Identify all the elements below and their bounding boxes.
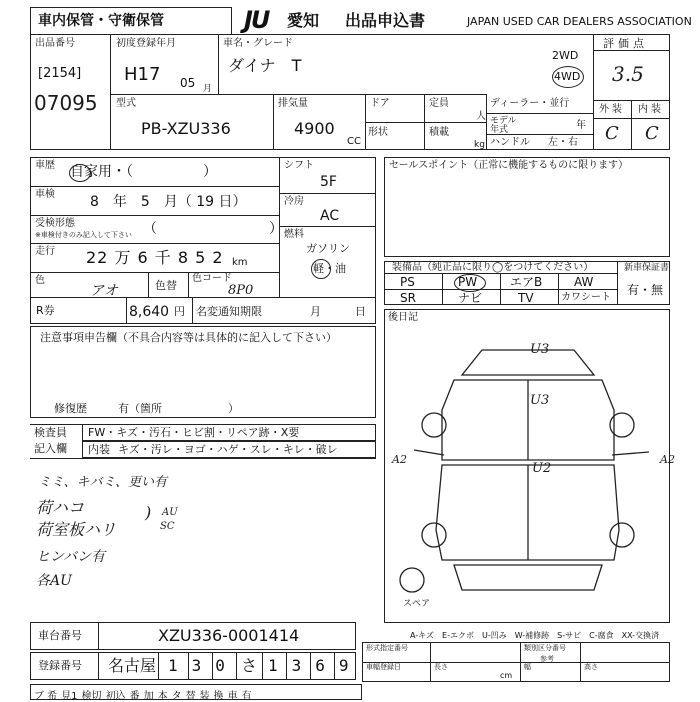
- reception-value: （ ）: [143, 221, 283, 237]
- spec-label-2: 類別区分番号: [524, 644, 566, 652]
- displacement-unit: CC: [347, 136, 361, 147]
- plate-region: 名古屋: [108, 656, 157, 675]
- history-value: 自家用・（ ）: [70, 164, 217, 180]
- lot-label: 出品番号: [35, 38, 75, 49]
- bottom-cell: 番: [129, 691, 140, 702]
- inspector-row2-label: 内装: [88, 443, 110, 456]
- equipment-ps: PS: [400, 275, 415, 289]
- reception-note: ※車検付きのみ記入して下さい: [35, 231, 132, 239]
- diagram-mark-4: A2: [660, 453, 675, 466]
- handwritten-note-5: 各AU: [36, 573, 72, 589]
- diagram-mark-3: A2: [392, 453, 407, 466]
- tax-notice-month: 月: [310, 305, 321, 318]
- model-name: ダイナ T: [228, 56, 302, 75]
- repair-history-label: 修復歴: [54, 402, 87, 415]
- capacity-label: 定員: [429, 98, 449, 109]
- diagram-back-label: 後日記: [388, 312, 418, 323]
- chassis-label: 車台番号: [38, 629, 82, 642]
- handwritten-note-2: 荷ハコ: [36, 498, 85, 517]
- mileage-label: 走行: [35, 246, 55, 257]
- storage-label: 車内保管・守衛保管: [38, 13, 164, 29]
- wheel-rear-right: [610, 523, 634, 547]
- spec-label-1: 形式指定番号: [366, 644, 408, 652]
- equipment-tv: TV: [518, 291, 534, 305]
- registration-month-unit: 月: [203, 84, 213, 94]
- spec-label-5: 幅: [524, 663, 531, 671]
- handwritten-note-3: 荷室板ハリ: [36, 520, 117, 539]
- displacement-value: 4900: [294, 119, 335, 138]
- equipment-airbag: エアB: [510, 275, 543, 289]
- vehicle-diagram: [384, 330, 670, 620]
- recycle-label: R券: [36, 304, 55, 317]
- spare-wheel: [400, 568, 424, 592]
- color-label: 色: [35, 275, 45, 286]
- sales-point-label: セールスポイント（正常に機能するものに限ります）: [389, 160, 629, 171]
- interior-label: 内装: [638, 104, 664, 115]
- warranty-value: 有・無: [627, 283, 664, 297]
- inspector-note-label: 記入欄: [34, 442, 67, 455]
- fuel-label: 燃料: [284, 229, 304, 240]
- exterior-score: C: [605, 123, 619, 144]
- plate-class: 130: [168, 656, 239, 675]
- bottom-cell: 車: [227, 691, 238, 702]
- handwritten-side-1: AU: [162, 507, 178, 518]
- plate-label: 登録番号: [38, 659, 82, 672]
- spec-ref: 参考: [540, 655, 554, 663]
- door-label: ドア: [370, 98, 390, 109]
- dealer-parallel-label: ディーラー・並行: [490, 98, 570, 109]
- model-label: 車名・グレード: [223, 38, 293, 49]
- chassis-value: XZU336-0001414: [158, 626, 300, 645]
- equipment-navi: ナビ: [458, 291, 483, 305]
- diagram-mark-1: U3: [530, 342, 550, 357]
- inspection-label: 車検: [35, 189, 55, 200]
- rear-outline: [454, 565, 602, 590]
- equipment-label: 装備品（純正品に限り◯をつけてください）: [392, 262, 594, 273]
- color-change-label: 色替: [155, 279, 177, 292]
- bracket-mark: ): [145, 503, 152, 522]
- load-unit: kg: [474, 140, 485, 150]
- bottom-cell: 本: [157, 691, 168, 702]
- model-year-unit: 年: [576, 120, 586, 131]
- spec-label-3: 車幅登録日: [366, 663, 401, 671]
- handle-label: ハンドル: [490, 137, 530, 148]
- bottom-cell: 検切: [81, 691, 102, 702]
- fuel-value: ガソリン: [306, 242, 350, 255]
- bottom-cell: 初込: [105, 691, 126, 702]
- diagram-mark-5: U2: [532, 461, 552, 476]
- lot-number: 07095: [34, 91, 98, 115]
- registration-year: H17: [124, 64, 161, 85]
- color-code-value: 8P0: [228, 283, 254, 298]
- capacity-unit: 人: [476, 111, 486, 122]
- spec-label-6: 高さ: [584, 663, 598, 671]
- registration-label: 初度登録年月: [116, 38, 176, 49]
- spec-unit: cm: [500, 671, 513, 680]
- inspection-value: 8 年 5 月（ 19 日）: [90, 194, 247, 210]
- equipment-aw: AW: [574, 275, 594, 289]
- recycle-unit: 円: [174, 305, 185, 318]
- notice-label: 注意事項申告欄（不具合内容等は具体的に記入して下さい）: [40, 331, 337, 344]
- aircon-value: AC: [320, 208, 340, 224]
- damage-legend: A-キズ E-エクボ U-凹み W-補修跡 S-サビ C-腐食 XX-交換済: [410, 631, 660, 640]
- bottom-cell: タ: [171, 691, 182, 702]
- bottom-cell: 見1: [61, 691, 78, 702]
- drive-4wd: 4WD: [554, 70, 581, 83]
- equipment-pw: PW: [458, 275, 478, 289]
- type-value: PB-XZU336: [141, 119, 231, 138]
- warranty-label: 新車保証書: [624, 263, 670, 273]
- mileage-value: 22 万 6 千 8 5 2: [86, 248, 224, 267]
- exterior-label: 外装: [599, 104, 625, 115]
- shape-label: 形状: [368, 127, 388, 138]
- bottom-cell: 替: [185, 691, 196, 702]
- color-code-label: 色コード: [192, 273, 232, 284]
- plate-kana: さ: [241, 656, 258, 675]
- inspector-row1: FW・キズ・汚石・ヒビ割・リペア跡・X要: [88, 426, 300, 439]
- reception-label: 受検形態: [35, 218, 75, 229]
- model-year-label: モデル年式: [490, 116, 517, 135]
- mileage-unit: km: [232, 257, 248, 268]
- shift-value: 5F: [320, 174, 337, 190]
- bottom-row-cells: [34, 687, 360, 702]
- handwritten-note-1: ミミ、キバミ、更い有: [38, 475, 167, 490]
- bottom-cell: 装: [199, 691, 210, 702]
- form-title: 出品申込書: [345, 11, 426, 30]
- bottom-cell: 換: [213, 691, 224, 702]
- equipment-seat: カワシート: [561, 292, 611, 303]
- shift-label: シフト: [284, 160, 314, 171]
- score-label: 評価点: [603, 37, 648, 50]
- wheel-rear-left: [422, 523, 446, 547]
- diagram-mark-2: U3: [530, 393, 550, 408]
- sales-point-box: [384, 157, 670, 257]
- tax-notice-day: 日: [355, 305, 366, 318]
- score-value: 3.5: [612, 62, 644, 86]
- lot-bracket-number: [2154]: [38, 66, 82, 81]
- bottom-cell: ブ 希: [34, 691, 58, 702]
- registration-month: 05: [180, 76, 196, 90]
- color-value: アオ: [90, 283, 118, 299]
- aircon-label: 冷房: [284, 196, 304, 207]
- spec-label-4: 長さ: [434, 663, 448, 671]
- plate-number: 1369: [268, 656, 363, 675]
- displacement-label: 排気量: [278, 98, 308, 109]
- association-name: JAPAN USED CAR DEALERS ASSOCIATION: [467, 15, 692, 28]
- interior-score: C: [645, 123, 659, 144]
- tax-notice-label: 名変通知期限: [196, 305, 262, 318]
- load-label: 積載: [429, 127, 449, 138]
- handwritten-side-2: SC: [160, 521, 175, 532]
- org-name: 愛知: [287, 11, 320, 30]
- recycle-value: 8,640: [129, 304, 170, 320]
- roof-outline: [462, 350, 594, 375]
- inspector-label: 検査員: [34, 426, 67, 439]
- equipment-sr: SR: [400, 291, 416, 305]
- fuel-alt: 軽・油: [313, 262, 346, 275]
- type-label: 型式: [116, 98, 136, 109]
- handle-value: 左・右: [548, 137, 578, 148]
- bottom-cell: 加: [143, 691, 154, 702]
- repair-history-value: 有（箇所 ）: [118, 402, 239, 415]
- drive-2wd: 2WD: [552, 49, 579, 62]
- history-label: 車歴: [35, 160, 55, 171]
- handwritten-note-4: ヒンバン有: [36, 549, 106, 565]
- inspector-row2: キズ・汚レ・ヨゴ・ハゲ・スレ・キレ・破レ: [118, 443, 338, 456]
- ju-logo: JU: [244, 6, 269, 34]
- bottom-cell: 有: [241, 691, 252, 702]
- spare-label: スペア: [403, 599, 431, 609]
